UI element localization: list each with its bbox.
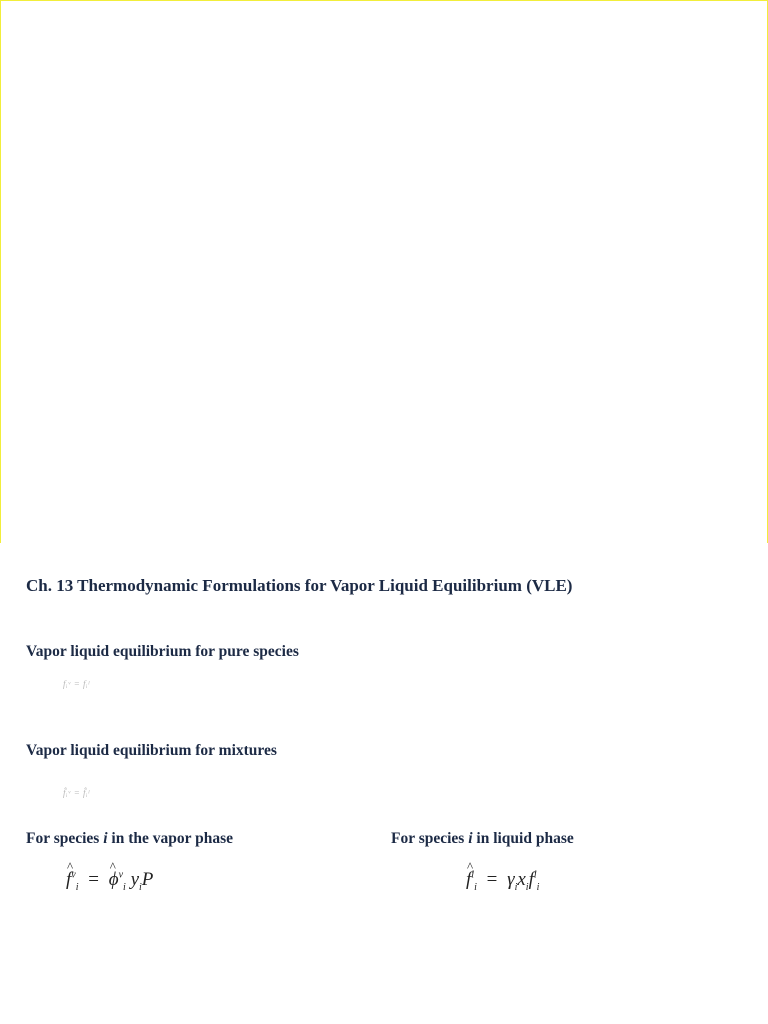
heading-vapor-variable: i <box>103 830 108 847</box>
document-title: Ch. 13 Thermodynamic Formulations for Vapor Liquid Equilibrium (VLE) <box>26 576 573 595</box>
eq-vapor-p: P <box>141 869 154 890</box>
eq-liquid-f-sup: l <box>533 869 537 881</box>
eq-liquid-x-sub: i <box>525 881 529 893</box>
eq-vapor-phi-symbol: ϕ <box>108 869 119 890</box>
eq-liquid-lhs-sup: l <box>471 869 475 881</box>
eq-liquid-x: x <box>517 869 526 890</box>
eq-vapor-y: y <box>130 869 139 890</box>
eq-vapor-equals: = <box>88 869 99 890</box>
eq-vapor-lhs-sup: v <box>71 869 76 881</box>
equation-pure-species: fᵢᵛ = fᵢˡ <box>63 679 90 689</box>
heading-liquid-suffix: in liquid phase <box>472 830 574 847</box>
equation-liquid-fugacity <box>466 869 539 893</box>
eq-liquid-gamma-sub: i <box>514 881 518 893</box>
eq-liquid-gamma: γ <box>507 869 515 890</box>
eq-liquid-lhs-symbol: f <box>466 869 472 890</box>
eq-vapor-y-sub: i <box>139 881 142 893</box>
heading-vapor-suffix: in the vapor phase <box>107 830 233 847</box>
eq-liquid-f-sub: i <box>536 881 540 893</box>
equation-mixtures: f̂ᵢᵛ = f̂ᵢˡ <box>63 788 90 798</box>
heading-pure-species: Vapor liquid equilibrium for pure species <box>26 643 299 660</box>
eq-vapor-phi <box>109 869 119 891</box>
heading-liquid-prefix: For species <box>391 830 469 847</box>
eq-vapor-lhs <box>66 869 71 891</box>
eq-vapor-phi-sup: v <box>118 869 124 881</box>
eq-vapor-phi-sub: i <box>123 881 126 893</box>
heading-vapor-phase <box>26 830 233 848</box>
equation-vapor-fugacity <box>66 869 153 893</box>
eq-liquid-f: f <box>528 869 534 890</box>
document-page <box>0 544 768 1024</box>
eq-liquid-lhs <box>466 869 471 891</box>
eq-vapor-lhs-symbol: f <box>66 869 72 890</box>
eq-liquid-equals: = <box>486 869 498 890</box>
eq-liquid-lhs-sub: i <box>474 881 477 893</box>
heading-liquid-phase <box>391 830 574 848</box>
heading-vapor-prefix: For species <box>26 830 104 847</box>
eq-vapor-lhs-sub: i <box>75 881 79 893</box>
heading-liquid-variable: i <box>468 830 473 847</box>
heading-mixtures: Vapor liquid equilibrium for mixtures <box>26 742 277 759</box>
